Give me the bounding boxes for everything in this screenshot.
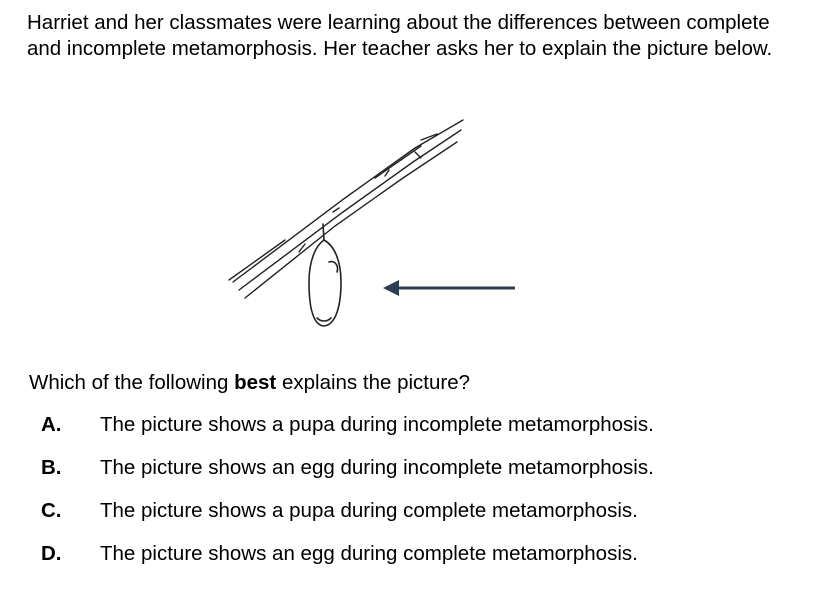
option-text: The picture shows an egg during complete metamorphosis. (100, 542, 638, 565)
answer-option-c[interactable] (41, 498, 654, 541)
option-text: The picture shows a pupa during complete metamorphosis. (100, 499, 638, 522)
question-suffix: explains the picture? (276, 371, 470, 394)
option-text: The picture shows a pupa during incomplete metamorphosis. (100, 413, 654, 436)
option-letter: A. (41, 413, 62, 436)
option-letter: C. (41, 499, 62, 522)
branch-sketch (229, 120, 463, 298)
question-emphasis: best (234, 371, 277, 394)
question-prefix: Which of the following (29, 371, 235, 394)
question-stem: Harriet and her classmates were learning about the differences between complete and incomplete metamorphosis. Her teacher asks her to explain the picture below. (27, 11, 773, 60)
chrysalis-sketch (309, 224, 341, 326)
answer-option-a[interactable] (41, 412, 654, 455)
option-text: The picture shows an egg during incomplete metamorphosis. (100, 456, 654, 479)
answer-option-d[interactable] (41, 541, 654, 584)
option-letter: B. (41, 456, 62, 479)
option-letter: D. (41, 542, 62, 565)
answer-option-b[interactable] (41, 455, 654, 498)
question-prompt (29, 370, 470, 396)
chrysalis-illustration (225, 112, 525, 337)
pointer-arrow-icon (383, 280, 515, 296)
answer-options (41, 412, 654, 584)
